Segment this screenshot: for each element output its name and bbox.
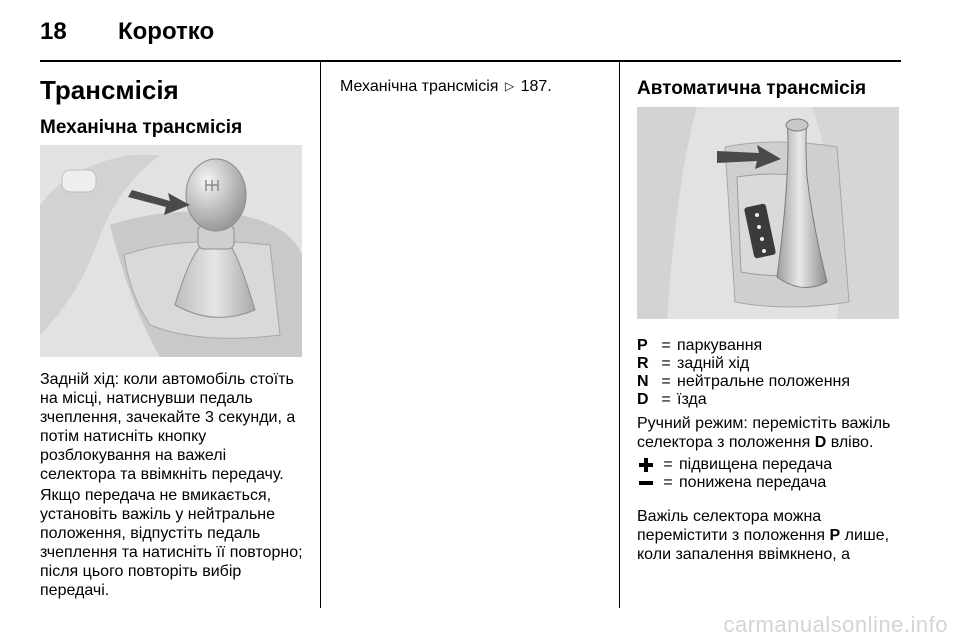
gear-down-equals: = — [663, 474, 673, 491]
legend-row-drive — [637, 391, 850, 409]
column-divider-2 — [619, 62, 620, 608]
shift-legend — [637, 456, 832, 492]
gear-down-row — [637, 474, 832, 492]
manual-shifter-illustration — [40, 145, 302, 357]
section-title: Коротко — [118, 18, 215, 45]
automatic-transmission-heading: Автоматична трансмісія — [637, 78, 867, 99]
page-number: 18 — [40, 18, 67, 45]
selector-text: Важіль селектора можна перемістити з положення — [637, 508, 826, 544]
legend-text: їзда — [677, 391, 707, 408]
page-heading: Трансмісія — [40, 75, 179, 105]
legend-row-neutral — [637, 373, 850, 391]
legend-equals: = — [661, 355, 671, 372]
legend-row-park — [637, 337, 850, 355]
manual-mode-position: D — [814, 434, 827, 451]
gear-up-row — [637, 456, 832, 474]
legend-equals: = — [661, 391, 671, 408]
manual-mode-end: вліво. — [830, 434, 874, 451]
gear-up-text: підвищена передача — [679, 456, 833, 473]
selector-end: лише, коли запалення ввімкнено, а — [637, 527, 890, 563]
legend-row-reverse — [637, 355, 850, 373]
automatic-selector-illustration — [637, 107, 899, 319]
reverse-gear-paragraph: Задній хід: коли автомобіль стоїть на місці, натиснувши педаль зчеплення, зачекайте 3 секунди, а потім натисніть кнопку розблокування на важелі селектора та ввімкніть передачу. — [40, 371, 296, 483]
header-divider — [40, 60, 901, 62]
legend-text: нейтральне положення — [677, 373, 851, 390]
manual-mode-text: Ручний режим: перемістіть важіль селектора з положення — [637, 415, 891, 451]
gear-legend — [637, 337, 850, 409]
cross-reference-page: 187. — [520, 78, 552, 95]
selector-paragraph — [637, 507, 907, 564]
cross-reference-text: Механічна трансмісія — [340, 78, 499, 95]
legend-key: P — [637, 337, 648, 354]
column-divider-1 — [320, 62, 321, 608]
cross-reference-triangle-icon: ▷ — [504, 79, 515, 93]
legend-equals: = — [661, 373, 671, 390]
manual-transmission-heading: Механічна трансмісія — [40, 117, 243, 138]
gear-up-equals: = — [663, 456, 673, 473]
plus-icon — [637, 456, 657, 474]
minus-icon — [637, 474, 657, 492]
legend-key: R — [637, 355, 649, 372]
gear-down-text: понижена передача — [679, 474, 827, 491]
manual-mode-paragraph — [637, 414, 907, 452]
gear-engagement-paragraph: Якщо передача не вмикається, установіть важіль у нейтральне положення, відпустіть педаль зчеплення та натисніть її повторно; після цього повторіть вибір передачі. — [40, 487, 303, 599]
watermark: carmanualsonline.info — [723, 612, 948, 637]
legend-key: N — [637, 373, 649, 390]
selector-position: P — [829, 527, 841, 544]
cross-reference[interactable] — [340, 78, 552, 96]
legend-key: D — [637, 391, 649, 408]
legend-text: паркування — [677, 337, 763, 354]
legend-equals: = — [661, 337, 671, 354]
legend-text: задній хід — [677, 355, 750, 372]
